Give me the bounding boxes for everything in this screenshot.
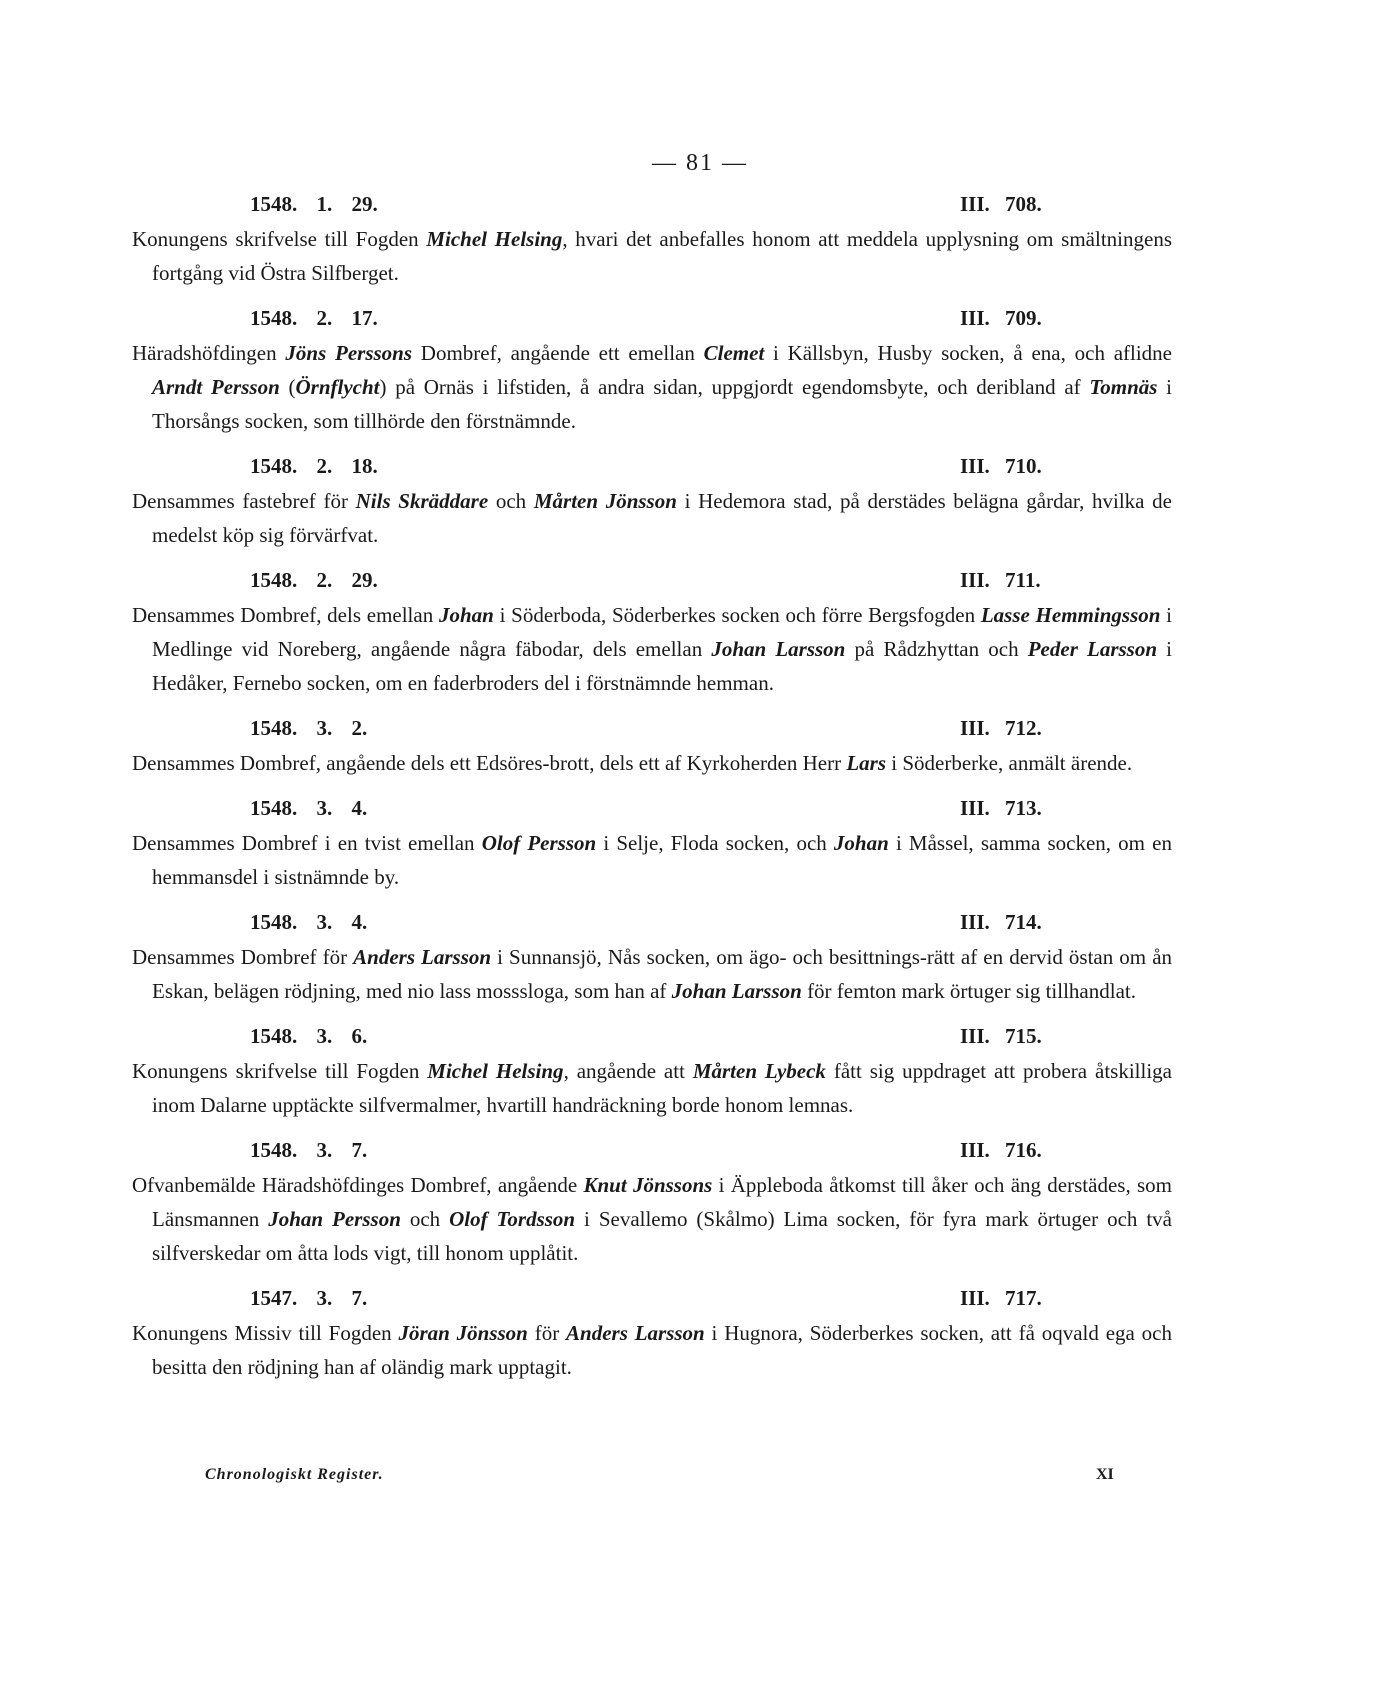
text-segment: Densammes fastebref för	[132, 489, 356, 513]
entry-date: 1548. 2. 18.	[250, 454, 378, 478]
text-segment: Ofvanbemälde Häradshöfdinges Dombref, angående	[132, 1173, 584, 1197]
text-segment: Konungens Missiv till Fogden	[132, 1321, 399, 1345]
text-segment: fått sig uppdraget att probera åtskilliga inom Dalarne upptäckte silfvermalmer, hvartill handräckning borde honom lemnas.	[152, 1059, 1172, 1117]
text-segment: i Hedemora stad, på derstädes belägna gårdar, hvilka de medelst köp sig förvärfvat.	[152, 489, 1172, 547]
text-segment: Densammes Dombref för	[132, 945, 354, 969]
text-segment: för	[527, 1321, 567, 1345]
entry-text	[132, 746, 1172, 780]
entry-date: 1548. 1. 29.	[250, 192, 378, 216]
entry-date: 1548. 3. 4.	[250, 796, 368, 820]
entry-header	[132, 794, 1172, 826]
name-italic: Tomnäs	[1089, 375, 1158, 399]
text-segment: i Källsbyn, Husby socken, å ena, och aflidne	[764, 341, 1173, 365]
text-segment: Konungens skrifvelse till Fogden	[132, 1059, 428, 1083]
footer-signature-mark: XI	[1096, 1466, 1114, 1483]
text-segment: (	[279, 375, 296, 399]
text-segment: i Hugnora, Söderberkes socken, att få oqvald ega och besitta den rödjning han af oländig mark upptagit.	[152, 1321, 1172, 1379]
entry-text	[132, 1168, 1172, 1270]
entry-text	[132, 336, 1172, 438]
name-italic: Michel Helsing	[427, 1059, 564, 1083]
name-italic: Johan	[833, 831, 889, 855]
register-entry	[132, 1136, 1172, 1270]
name-italic: Örnflycht	[295, 375, 380, 399]
entry-text	[132, 940, 1172, 1008]
entry-text	[132, 222, 1172, 290]
text-segment: i Äppleboda åtkomst till åker och äng derstädes, som Länsmannen	[152, 1173, 1172, 1231]
entry-reference: III. 711.	[960, 568, 1041, 592]
text-segment: , angående att	[563, 1059, 693, 1083]
name-italic: Anders Larsson	[566, 1321, 705, 1345]
name-italic: Clemet	[703, 341, 765, 365]
register-entry	[132, 794, 1172, 894]
text-segment: i Medlinge vid Noreberg, angående några fäbodar, dels emellan	[152, 603, 1173, 661]
register-entry	[132, 908, 1172, 1008]
entry-date: 1548. 3. 6.	[250, 1024, 368, 1048]
name-italic: Jöran Jönsson	[398, 1321, 528, 1345]
entry-reference: III. 710.	[960, 454, 1042, 478]
text-segment: i Måssel, samma socken, om en hemmansdel i sistnämnde by.	[152, 831, 1172, 889]
name-italic: Anders Larsson	[353, 945, 492, 969]
entry-header	[132, 566, 1172, 598]
name-italic: Johan Larsson	[711, 637, 846, 661]
entry-reference: III. 713.	[960, 796, 1042, 820]
name-italic: Johan Persson	[268, 1207, 401, 1231]
register-entry	[132, 452, 1172, 552]
name-italic: Arndt Persson	[152, 375, 280, 399]
text-segment: , hvari det anbefalles honom att meddela upplysning om smältningens fortgång vid Östra Silfberget.	[152, 227, 1172, 285]
name-italic: Jöns Perssons	[285, 341, 413, 365]
register-entry	[132, 566, 1172, 700]
entry-header	[132, 304, 1172, 336]
text-segment: Densammes Dombref i en tvist emellan	[132, 831, 482, 855]
entry-header	[132, 714, 1172, 746]
entry-text	[132, 598, 1172, 700]
entry-date: 1548. 3. 7.	[250, 1138, 368, 1162]
register-entry	[132, 190, 1172, 290]
entry-date: 1548. 2. 29.	[250, 568, 378, 592]
entry-text	[132, 826, 1172, 894]
text-segment: i Selje, Floda socken, och	[596, 831, 834, 855]
name-italic: Mårten Jönsson	[533, 489, 677, 513]
entry-reference: III. 712.	[960, 716, 1042, 740]
entry-reference: III. 717.	[960, 1286, 1042, 1310]
entry-header	[132, 452, 1172, 484]
register-entry	[132, 304, 1172, 438]
entry-date: 1548. 3. 4.	[250, 910, 368, 934]
name-italic: Nils Skräddare	[355, 489, 489, 513]
text-segment: för femton mark örtuger sig tillhandlat.	[801, 979, 1136, 1003]
text-segment: i Thorsångs socken, som tillhörde den förstnämnde.	[152, 375, 1173, 433]
register-entry	[132, 1284, 1172, 1384]
name-italic: Johan	[438, 603, 494, 627]
entry-text	[132, 1316, 1172, 1384]
register-entry	[132, 1022, 1172, 1122]
page-number: — 81 —	[652, 150, 748, 176]
text-segment: Densammes Dombref, angående dels ett Edsöres-brott, dels ett af Kyrkoherden Herr	[132, 751, 847, 775]
entry-header	[132, 1022, 1172, 1054]
entry-date: 1548. 3. 2.	[250, 716, 368, 740]
text-segment: i Hedåker, Fernebo socken, om en faderbroders del i förstnämnde hemman.	[152, 637, 1173, 695]
text-segment: Konungens skrifvelse till Fogden	[132, 227, 427, 251]
entry-reference: III. 714.	[960, 910, 1042, 934]
entry-text	[132, 1054, 1172, 1122]
entry-reference: III. 708.	[960, 192, 1042, 216]
text-segment: i Sevallemo (Skålmo) Lima socken, för fyra mark örtuger och två silfverskedar om åtta lods vigt, till honom upplåtit.	[152, 1207, 1172, 1265]
entry-header	[132, 1136, 1172, 1168]
name-italic: Mårten Lybeck	[692, 1059, 826, 1083]
entry-reference: III. 709.	[960, 306, 1042, 330]
text-segment: i Sunnansjö, Nås socken, om ägo- och besittnings-rätt af en dervid östan om ån Eskan, belägen rödjning, med nio lass mosssloga, som han af	[152, 945, 1173, 1003]
name-italic: Knut Jönssons	[583, 1173, 713, 1197]
footer-title: Chronologiskt Register.	[205, 1466, 384, 1483]
text-segment: ) på Ornäs i lifstiden, å andra sidan, uppgjordt egendomsbyte, och deribland af	[379, 375, 1090, 399]
text-segment: i Söderboda, Söderberkes socken och förre Bergsfogden	[493, 603, 981, 627]
name-italic: Lars	[846, 751, 887, 775]
entry-reference: III. 716.	[960, 1138, 1042, 1162]
name-italic: Lasse Hemmingsson	[980, 603, 1161, 627]
text-segment: Häradshöfdingen	[132, 341, 286, 365]
entry-reference: III. 715.	[960, 1024, 1042, 1048]
text-segment: och	[400, 1207, 450, 1231]
name-italic: Olof Tordsson	[449, 1207, 576, 1231]
entry-text	[132, 484, 1172, 552]
name-italic: Michel Helsing	[426, 227, 563, 251]
text-segment: i Söderberke, anmält ärende.	[886, 751, 1133, 775]
text-segment: på Rådzhyttan och	[845, 637, 1028, 661]
text-segment: Densammes Dombref, dels emellan	[132, 603, 439, 627]
name-italic: Olof Persson	[481, 831, 597, 855]
text-segment: Dombref, angående ett emellan	[412, 341, 704, 365]
entry-date: 1547. 3. 7.	[250, 1286, 368, 1310]
name-italic: Johan Larsson	[671, 979, 802, 1003]
entry-date: 1548. 2. 17.	[250, 306, 378, 330]
register-entry	[132, 714, 1172, 780]
entry-header	[132, 190, 1172, 222]
entry-header	[132, 908, 1172, 940]
entry-header	[132, 1284, 1172, 1316]
text-segment: och	[488, 489, 534, 513]
name-italic: Peder Larsson	[1027, 637, 1158, 661]
register-entries	[132, 190, 1172, 1398]
